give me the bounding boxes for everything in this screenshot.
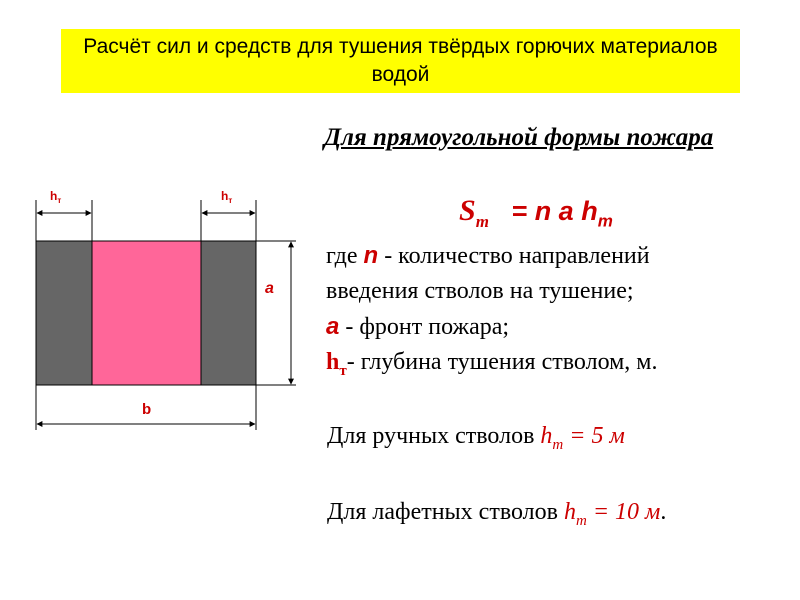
variable-definitions — [326, 238, 786, 389]
note-hand-nozzle: Для ручных стволов $h_т = 5$ м — [327, 423, 625, 453]
left-extinguishing-zone — [36, 241, 92, 385]
slide-title-text: Расчёт сил и средств для тушения твёрдых горючих материалов водой — [83, 35, 718, 86]
label-hm-right: $h_т$ — [221, 189, 233, 205]
definition-line: введения стволов на тушение; — [326, 278, 634, 304]
definition-line: где n - количество направлений — [326, 242, 650, 269]
definition-line: $h_т-$ глубина тушения стволом, м. — [326, 349, 658, 379]
label-hm-left: $h_т$ — [50, 189, 62, 205]
formula-rhs: = n a $h_т$ — [511, 196, 613, 231]
right-extinguishing-zone — [201, 241, 256, 385]
formula-lhs: $S_т$ — [459, 194, 489, 231]
area-formula — [459, 194, 613, 232]
note-monitor-nozzle: Для лафетных стволов $h_т = 10$ м. — [327, 499, 667, 529]
label-b: b — [142, 401, 152, 418]
fire-area — [92, 241, 201, 385]
label-a: a — [265, 280, 274, 297]
section-heading: Для прямоугольной формы пожара — [324, 124, 714, 151]
definition-line: a - фронт пожара; — [326, 313, 510, 340]
